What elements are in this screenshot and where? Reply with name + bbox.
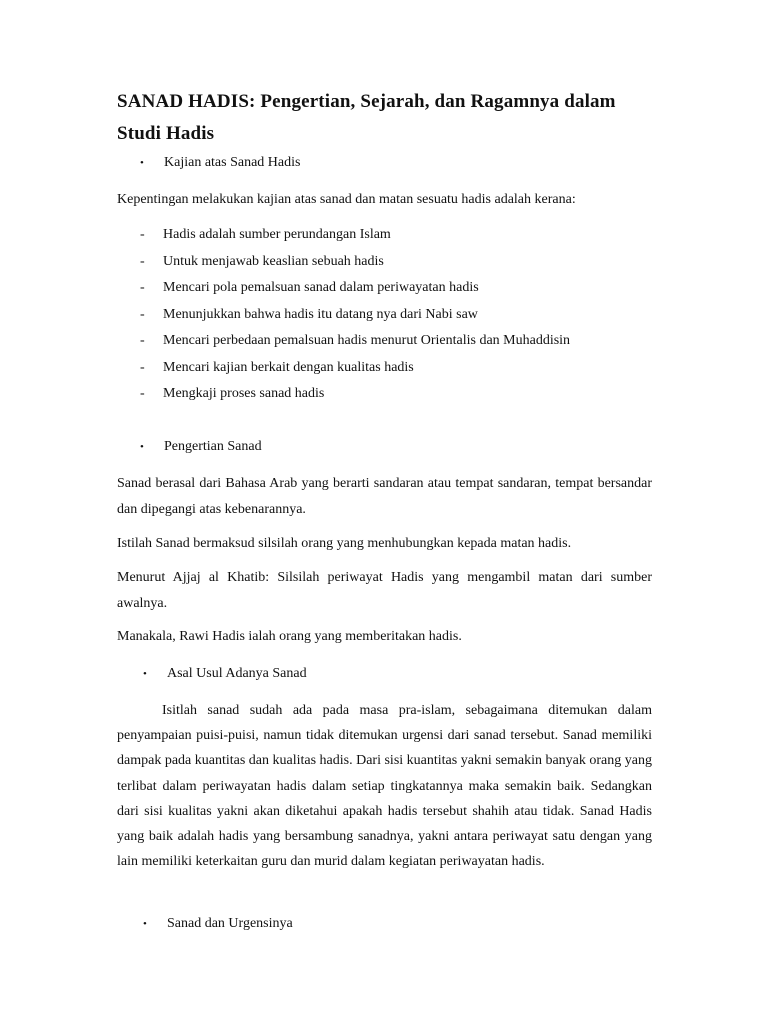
list-item-text: Hadis adalah sumber perundangan Islam <box>163 227 391 242</box>
paragraph: Istilah Sanad bermaksud silsilah orang yang menhubungkan kepada matan hadis. <box>117 536 572 551</box>
section1-intro: Kepentingan melakukan kajian atas sanad dan matan sesuatu hadis adalah kerana: <box>117 192 576 207</box>
bullet-icon: • <box>140 157 144 169</box>
paragraph: Manakala, Rawi Hadis ialah orang yang memberitakan hadis. <box>117 629 462 644</box>
paragraph: Isitlah sanad sudah ada pada masa pra-islam, sebagaimana ditemukan dalam penyampaian puisi-puisi, namun tidak ditemukan urgensi dari sanad tersebut. Sanad memiliki dampak pada kuantitas dan kualitas hadis. Dari sisi kuantitas yakni semakin banyak orang yang terlibat dalam periwayatan hadis dalam setiap tingkatannya maka semakin baik. Sedangkan dari sisi kualitas yakni akan diketahui apakah hadis tersebut shahih atau tidak. Sanad Hadis yang baik adalah hadis yang bersambung sanadnya, yakni antara periwayat satu dengan yang lain memiliki keterkaitan guru dan murid dalam kegiatan periwayatan hadis. <box>117 703 652 870</box>
paragraph: Sanad berasal dari Bahasa Arab yang berarti sandaran atau tempat sandaran, tempat bersandar dan dipegangi atas kebenarannya. <box>117 476 652 517</box>
dash-marker: - <box>140 227 145 242</box>
list-item-text: Mencari kajian berkait dengan kualitas hadis <box>163 360 414 375</box>
dash-marker: - <box>140 307 145 322</box>
section-heading: Pengertian Sanad <box>164 439 262 454</box>
bullet-icon: • <box>140 441 144 453</box>
section-heading: Kajian atas Sanad Hadis <box>164 155 301 170</box>
section-heading: Sanad dan Urgensinya <box>167 916 293 931</box>
list-item-text: Untuk menjawab keaslian sebuah hadis <box>163 254 384 269</box>
paragraph: Menurut Ajjaj al Khatib: Silsilah periwayat Hadis yang mengambil matan dari sumber awalnya. <box>117 570 652 611</box>
bullet-icon: • <box>143 668 147 680</box>
list-item-text: Mencari perbedaan pemalsuan hadis menurut Orientalis dan Muhaddisin <box>163 333 571 348</box>
dash-marker: - <box>140 386 145 401</box>
list-item-text: Mengkaji proses sanad hadis <box>163 386 325 401</box>
list-item-text: Menunjukkan bahwa hadis itu datang nya dari Nabi saw <box>163 307 478 322</box>
list-item-text: Mencari pola pemalsuan sanad dalam periwayatan hadis <box>163 280 479 295</box>
dash-marker: - <box>140 280 145 295</box>
section-heading: Asal Usul Adanya Sanad <box>167 666 307 681</box>
document-title: SANAD HADIS: Pengertian, Sejarah, dan Ragamnya dalam Studi Hadis <box>117 91 616 144</box>
dash-marker: - <box>140 360 145 375</box>
dash-marker: - <box>140 333 145 348</box>
dash-marker: - <box>140 254 145 269</box>
bullet-icon: • <box>143 918 147 930</box>
